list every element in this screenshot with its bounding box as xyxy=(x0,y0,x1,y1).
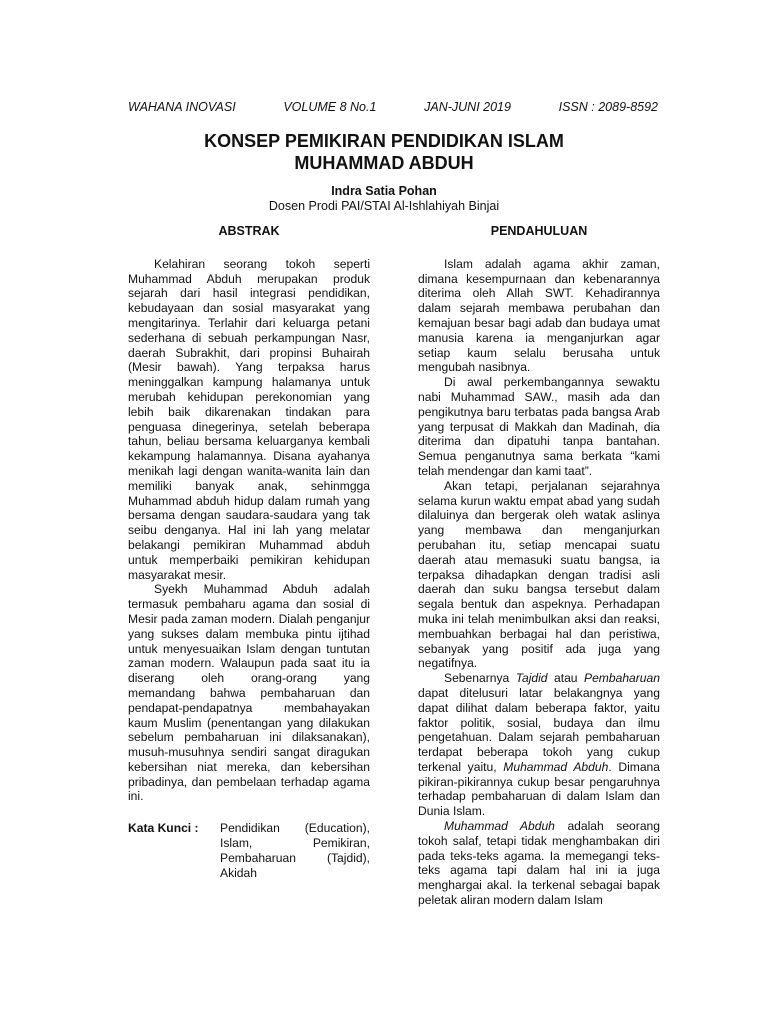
text-run: adalah seorang tokoh salaf, tetapi tidak menghambakan diri pada teks-teks agama. Ia memegangi teks-teks agama tapi dalam hal ini ia juga menghargai akal. Ia terkenal sebagai bapak peletak aliran modern dalam Islam xyxy=(418,819,660,908)
intro-paragraph: Di awal perkembangannya sewaktu nabi Muhammad SAW., masih ada dan pengikutnya baru terbatas pada bangsa Arab yang terpusat di Makkah dan Madinah, dia diterima dan dipatuhi tanpa bantahan. Semua penganutnya sama berkata “kami telah mendengar dan kami taat”. xyxy=(418,375,660,478)
keywords-block xyxy=(128,821,370,880)
text-run: . Dimana pikiran-pikirannya cukup besar pengaruhnya terhadap pembaharuan di dalam Islam dan Dunia Islam. xyxy=(418,759,661,819)
abstract-paragraph: Syekh Muhammad Abduh adalah termasuk pembaharu agama dan sosial di Mesir pada zaman modern. Dialah penganjur yang sukses dalam membuka pintu ijtihad untuk menyesuaikan Islam dengan tuntutan zaman modern. Walaupun pada saat itu ia diserang oleh orang-orang yang memandang bahwa pembaharuan dan pendapat-pendapatnya membahayakan kaum Muslim (penentangan yang dilakukan sebelum pembaharuan ini dilaksanakan), musuh-musuhnya sendiri sangat diragukan kebersihan niat mereka, dan kebersihan pribadinya, dan pembelaan terhadap agama ini. xyxy=(128,582,371,804)
introduction-heading: PENDAHULUAN xyxy=(490,224,588,238)
keywords-list: Pendidikan (Education), Islam, Pemikiran, Pembaharuan (Tajdid), Akidah xyxy=(220,821,370,880)
text-run: Sebenarnya xyxy=(444,671,516,686)
italic-term-tajdid: Tajdid xyxy=(515,671,548,686)
italic-term-pembaharuan: Pembaharuan xyxy=(584,671,660,686)
intro-paragraph xyxy=(418,819,660,908)
paper-title-line1: KONSEP PEMIKIRAN PENDIDIKAN ISLAM xyxy=(204,131,564,151)
abstract-heading: ABSTRAK xyxy=(218,224,280,238)
introduction-column xyxy=(418,224,660,908)
author-affiliation: Dosen Prodi PAI/STAI Al-Ishlahiyah Binjai xyxy=(268,199,500,213)
issn-number: ISSN : 2089-8592 xyxy=(558,100,658,114)
author-block xyxy=(0,184,768,214)
italic-name-abduh: Muhammad Abduh xyxy=(503,759,609,774)
intro-paragraph: Akan tetapi, perjalanan sejarahnya selama kurun waktu empat abad yang sudah dilaluinya dan bergerak oleh watak aslinya yang membawa dan menganjurkan perubahan itu, setiap mencapai suatu daerah atau memasuki suatu bangsa, ia terpaksa dihadapkan dengan tradisi asli daerah dan suku bangsa tersebut dalam segala bentuk dan aspeknya. Perhadapan muka ini telah menimbulkan aksi dan reaksi, membuahkan berbagai hal dan peristiwa, sebanyak yang positif ada juga yang negatifnya. xyxy=(418,478,660,671)
text-run: dapat ditelusuri latar belakangnya yang dapat dilihat dalam beberapa faktor, yaitu faktor politik, sosial, budaya dan ilmu pengetahuan. Dalam sejarah pembaharuan terdapat beberapa tokoh yang cukup terkenal yaitu, xyxy=(418,685,660,774)
italic-name-abduh: Muhammad Abduh xyxy=(444,819,555,834)
publication-period: JAN-JUNI 2019 xyxy=(424,100,511,114)
author-name: Indra Satia Pohan xyxy=(331,184,437,198)
text-run: atau xyxy=(547,671,584,686)
keywords-label: Kata Kunci : xyxy=(128,821,199,836)
volume-number: VOLUME 8 No.1 xyxy=(283,100,377,114)
intro-paragraph: Islam adalah agama akhir zaman, dimana kesempurnaan dan kebenarannya diterima oleh Allah SWT. Kehadirannya dalam sejarah membawa perubahan dan kemajuan besar bagi adab dan budaya umat manusia karena ia menganjurkan agar setiap kaum selalu berusaha untuk mengubah nasibnya. xyxy=(418,256,660,375)
journal-name: WAHANA INOVASI xyxy=(128,100,236,114)
paper-title xyxy=(0,130,768,174)
abstract-column xyxy=(128,224,370,880)
paper-title-line2: MUHAMMAD ABDUH xyxy=(294,153,474,173)
running-header xyxy=(128,100,658,114)
abstract-paragraph: Kelahiran seorang tokoh seperti Muhammad Abduh merupakan produk sejarah dari hasil integrasi pendidikan, kebudayaan dan sosial masyarakat yang mengitarinya. Terlahir dari keluarga petani sederhana di sebuah perkampungan Nasr, daerah Subrakhit, dari propinsi Buhairah (Mesir bawah). Yang terpaksa harus meninggalkan kampung halamanya untuk merubah kehidupan perekonomian yang lebih baik dikarenakan tindakan para penguasa dinegerinya, setelah beberapa tahun, beliau bersama keluarganya kembali kekampung halamannya. Disana ayahanya menikah lagi dengan wanita-wanita lain dan memiliki banyak anak, sehinmgga Muhammad abduh hidup dalam rumah yang bersama dengan saudara-saudara yang tak seibu denganya. Hal ini lah yang melatar belakangi pemikiran Muhammad abduh untuk memperbaiki pemikiran kehidupan masyarakat mesir. xyxy=(128,256,370,582)
intro-paragraph xyxy=(418,671,660,819)
